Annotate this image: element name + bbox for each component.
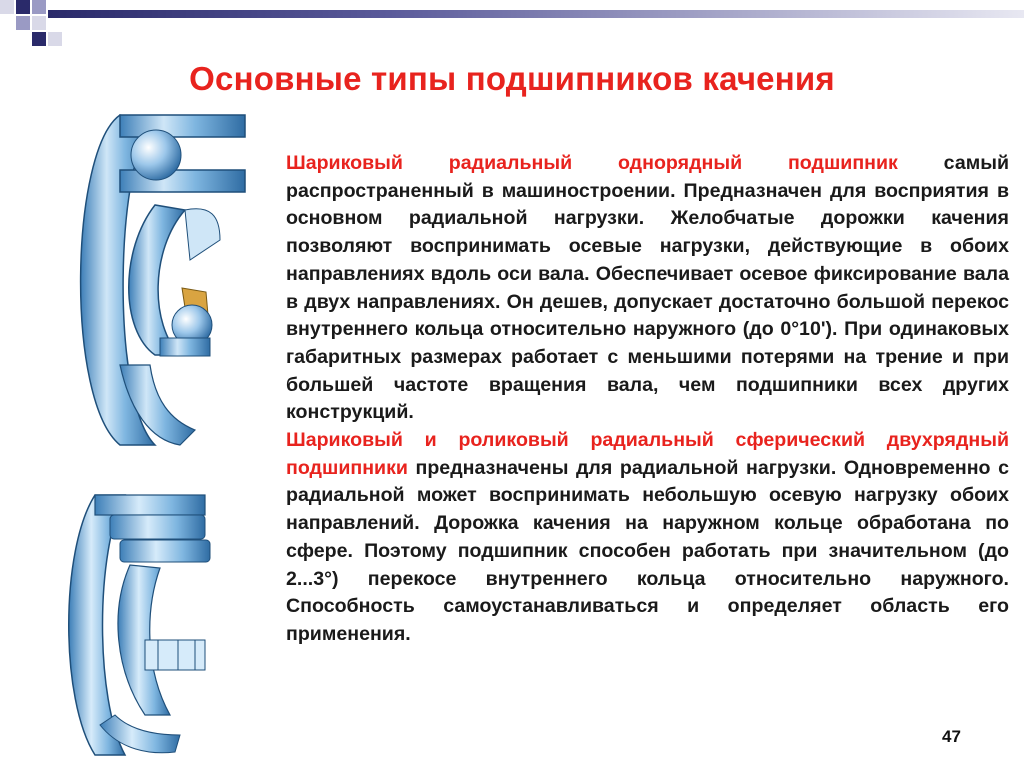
body-text (286, 150, 1009, 649)
deco-square (16, 16, 30, 30)
deco-square (0, 0, 14, 14)
top-gradient-bar (48, 10, 1024, 18)
deco-square (16, 0, 30, 14)
term-highlight: Шариковый радиальный однорядный подшипник (286, 152, 898, 174)
paragraph-spherical-bearing (286, 427, 1009, 649)
term-highlight: Шариковый и роликовый радиальный сферический двухрядный подшипники (286, 429, 1009, 479)
paragraph-text: самый распространенный в машиностроении. Предназначен для восприятия в основном радиальной нагрузки. Желобчатые дорожки качения позволяют воспринимать осевые нагрузки, действующие в обоих направлениях вдоль оси вала. Обеспечивает осевое фиксирование вала в двух направлениях. Он дешев, допускает достаточно большой перекос внутреннего кольца относительно наружного (до 0°10'). При одинаковых габаритных размерах работает с меньшими потерями на трение и при большей частоте вращения вала, чем подшипники всех других конструкций. (286, 152, 1009, 424)
header-decoration (0, 0, 1024, 60)
deco-square (32, 16, 46, 30)
paragraph-text: предназначены для радиальной нагрузки. Одновременно с радиальной может воспринимать небольшую осевую нагрузку обоих направлений. Дорожка качения на наружном кольце обработана по сфере. Поэтому подшипник способен работать при значительном (до 2...3°) перекосе внутреннего кольца относительно наружного. Способность самоустанавливаться и определяет область его применения. (286, 456, 1009, 645)
paragraph-ball-radial-bearing (286, 150, 1009, 427)
deco-square (32, 32, 46, 46)
page-number: 47 (942, 727, 961, 746)
deco-square (48, 32, 62, 46)
ball-bearing-image (60, 110, 260, 450)
page-title: Основные типы подшипников качения (189, 60, 835, 97)
deco-square (32, 0, 46, 14)
spherical-roller-bearing-image (60, 490, 230, 760)
